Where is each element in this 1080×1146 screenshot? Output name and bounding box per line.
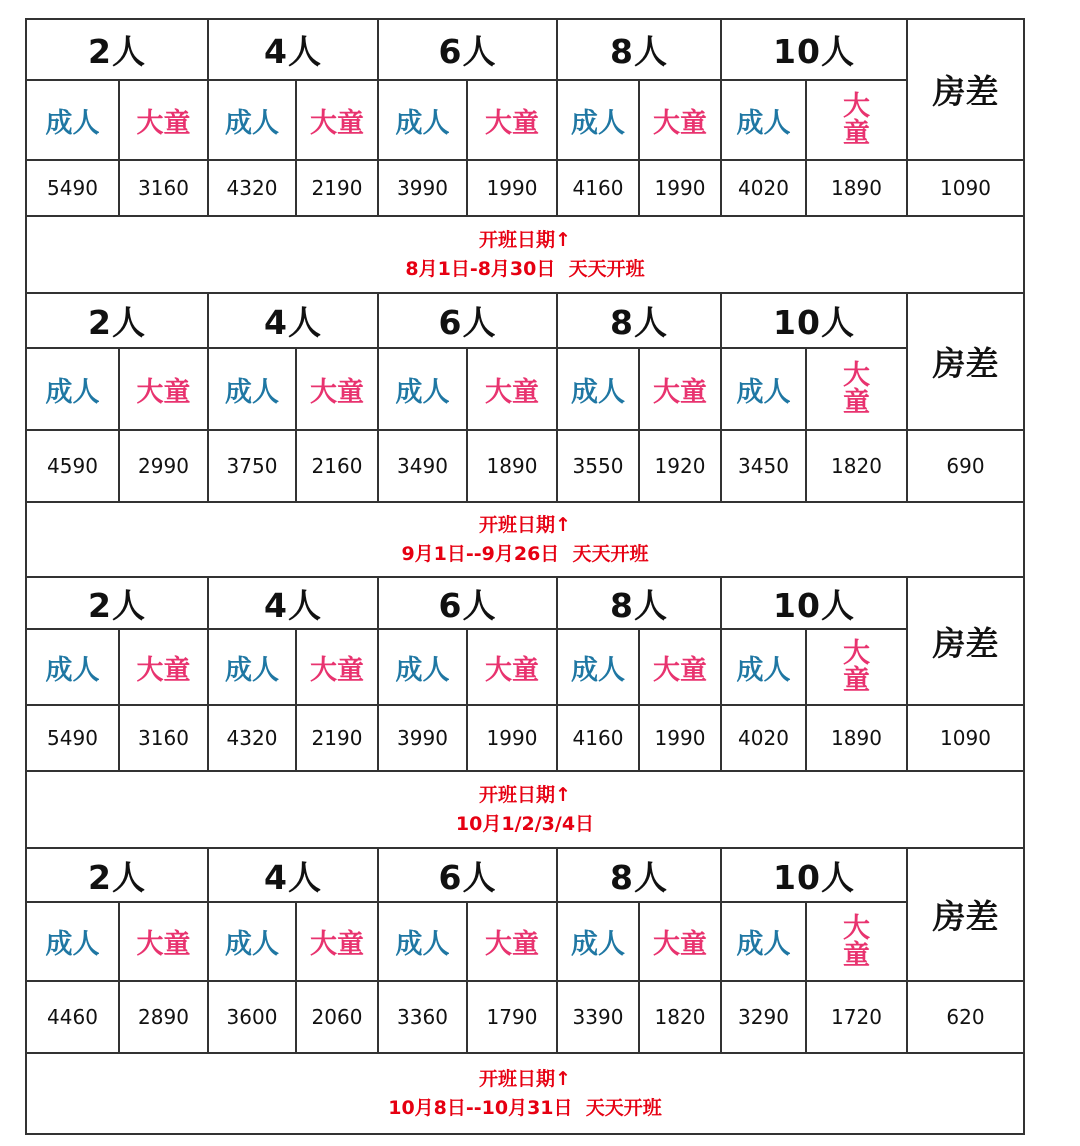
group-size-header: 6人 — [378, 293, 557, 348]
category-row — [26, 629, 1024, 705]
price-cell: 1990 — [467, 705, 557, 771]
price-cell: 4320 — [208, 160, 296, 216]
adult-label: 成人 — [378, 902, 467, 981]
schedule-row — [26, 216, 1024, 293]
group-size-header: 2人 — [26, 848, 208, 902]
price-cell: 4320 — [208, 705, 296, 771]
room-diff-header: 房差 — [907, 293, 1024, 430]
room-diff-header: 房差 — [907, 19, 1024, 160]
schedule-note — [26, 502, 1024, 577]
child-label: 大童 — [467, 629, 557, 705]
group-size-header: 6人 — [378, 19, 557, 80]
price-table — [25, 18, 1025, 294]
group-size-header: 2人 — [26, 19, 208, 80]
adult-label: 成人 — [378, 348, 467, 430]
price-cell: 1890 — [806, 160, 907, 216]
child-label: 大童 — [119, 348, 208, 430]
price-cell: 3390 — [557, 981, 639, 1053]
child-label-char: 大 — [843, 912, 870, 944]
schedule-row — [26, 771, 1024, 848]
group-size-header: 8人 — [557, 848, 721, 902]
schedule-dates: 8月1日-8月30日 天天开班 — [405, 257, 645, 280]
price-cell: 3550 — [557, 430, 639, 502]
price-cell: 2190 — [296, 160, 378, 216]
price-cell: 1720 — [806, 981, 907, 1053]
price-row — [26, 160, 1024, 216]
group-size-header: 4人 — [208, 19, 378, 80]
schedule-dates: 10月8日--10月31日 天天开班 — [388, 1096, 662, 1119]
price-cell: 1990 — [467, 160, 557, 216]
child-label: 大童 — [639, 902, 721, 981]
adult-label: 成人 — [557, 629, 639, 705]
price-row — [26, 705, 1024, 771]
schedule-dates: 9月1日--9月26日 天天开班 — [401, 542, 649, 565]
adult-label: 成人 — [208, 80, 296, 160]
child-label: 大童 — [467, 348, 557, 430]
room-diff-price: 620 — [907, 981, 1024, 1053]
price-cell: 2190 — [296, 705, 378, 771]
price-cell: 4020 — [721, 160, 806, 216]
adult-label: 成人 — [378, 629, 467, 705]
adult-label: 成人 — [26, 629, 119, 705]
child-label-char: 大 — [843, 360, 870, 391]
price-cell: 3600 — [208, 981, 296, 1053]
price-cell: 5490 — [26, 705, 119, 771]
price-table — [25, 576, 1025, 849]
group-size-header: 6人 — [378, 577, 557, 629]
group-size-header: 2人 — [26, 577, 208, 629]
schedule-note — [26, 1053, 1024, 1134]
adult-label: 成人 — [26, 902, 119, 981]
adult-label: 成人 — [26, 80, 119, 160]
price-cell: 4160 — [557, 705, 639, 771]
child-label — [806, 348, 907, 430]
price-cell: 4160 — [557, 160, 639, 216]
schedule-note — [26, 771, 1024, 848]
price-cell: 1790 — [467, 981, 557, 1053]
child-label-char: 童 — [843, 118, 870, 149]
price-cell: 2990 — [119, 430, 208, 502]
price-cell: 1820 — [639, 981, 721, 1053]
price-cell: 3360 — [378, 981, 467, 1053]
child-label: 大童 — [639, 629, 721, 705]
schedule-row — [26, 1053, 1024, 1134]
child-label-char: 童 — [843, 665, 870, 696]
price-table — [25, 292, 1025, 578]
group-size-header: 8人 — [557, 19, 721, 80]
child-label: 大童 — [119, 629, 208, 705]
price-row — [26, 430, 1024, 502]
category-row — [26, 902, 1024, 981]
group-size-header: 2人 — [26, 293, 208, 348]
price-cell: 3750 — [208, 430, 296, 502]
adult-label: 成人 — [557, 902, 639, 981]
child-label: 大童 — [119, 80, 208, 160]
child-label-char: 大 — [843, 91, 870, 122]
child-label: 大童 — [467, 80, 557, 160]
adult-label: 成人 — [208, 348, 296, 430]
group-size-header: 10人 — [721, 577, 907, 629]
group-size-header: 8人 — [557, 577, 721, 629]
schedule-title: 开班日期↑ — [479, 513, 571, 536]
schedule-title: 开班日期↑ — [479, 783, 571, 806]
group-size-header: 4人 — [208, 293, 378, 348]
room-diff-price: 690 — [907, 430, 1024, 502]
group-header-row — [26, 577, 1024, 629]
price-cell: 1990 — [639, 705, 721, 771]
group-size-header: 10人 — [721, 293, 907, 348]
adult-label: 成人 — [378, 80, 467, 160]
schedule-title: 开班日期↑ — [479, 228, 571, 251]
child-label-char: 童 — [843, 387, 870, 418]
price-sheet — [25, 18, 1017, 1135]
price-cell: 2890 — [119, 981, 208, 1053]
price-cell: 3290 — [721, 981, 806, 1053]
price-cell: 2060 — [296, 981, 378, 1053]
price-cell: 3490 — [378, 430, 467, 502]
room-diff-price: 1090 — [907, 160, 1024, 216]
room-diff-price: 1090 — [907, 705, 1024, 771]
category-row — [26, 348, 1024, 430]
adult-label: 成人 — [26, 348, 119, 430]
adult-label: 成人 — [557, 80, 639, 160]
schedule-dates: 10月1/2/3/4日 — [455, 812, 595, 835]
group-header-row — [26, 293, 1024, 348]
price-cell: 1890 — [467, 430, 557, 502]
group-size-header: 10人 — [721, 848, 907, 902]
price-table — [25, 847, 1025, 1135]
schedule-note — [26, 216, 1024, 293]
adult-label: 成人 — [721, 80, 806, 160]
child-label: 大童 — [296, 80, 378, 160]
room-diff-header: 房差 — [907, 577, 1024, 705]
adult-label: 成人 — [721, 629, 806, 705]
child-label: 大童 — [296, 629, 378, 705]
group-size-header: 6人 — [378, 848, 557, 902]
price-cell: 5490 — [26, 160, 119, 216]
child-label: 大童 — [639, 80, 721, 160]
price-cell: 1890 — [806, 705, 907, 771]
child-label: 大童 — [119, 902, 208, 981]
group-size-header: 8人 — [557, 293, 721, 348]
group-size-header: 4人 — [208, 577, 378, 629]
child-label: 大童 — [296, 902, 378, 981]
group-header-row — [26, 848, 1024, 902]
price-cell: 1820 — [806, 430, 907, 502]
adult-label: 成人 — [557, 348, 639, 430]
category-row — [26, 80, 1024, 160]
group-size-header: 4人 — [208, 848, 378, 902]
price-cell: 4460 — [26, 981, 119, 1053]
schedule-row — [26, 502, 1024, 577]
child-label — [806, 902, 907, 981]
group-size-header: 10人 — [721, 19, 907, 80]
price-row — [26, 981, 1024, 1053]
price-cell: 3990 — [378, 160, 467, 216]
price-cell: 1990 — [639, 160, 721, 216]
child-label — [806, 80, 907, 160]
price-cell: 3160 — [119, 160, 208, 216]
price-cell: 3990 — [378, 705, 467, 771]
group-header-row — [26, 19, 1024, 80]
adult-label: 成人 — [208, 902, 296, 981]
schedule-title: 开班日期↑ — [479, 1067, 571, 1090]
price-cell: 3450 — [721, 430, 806, 502]
child-label: 大童 — [639, 348, 721, 430]
price-cell: 2160 — [296, 430, 378, 502]
child-label-char: 大 — [843, 638, 870, 669]
price-cell: 4590 — [26, 430, 119, 502]
room-diff-header: 房差 — [907, 848, 1024, 981]
adult-label: 成人 — [208, 629, 296, 705]
price-cell: 1920 — [639, 430, 721, 502]
adult-label: 成人 — [721, 902, 806, 981]
price-cell: 4020 — [721, 705, 806, 771]
adult-label: 成人 — [721, 348, 806, 430]
child-label-char: 童 — [843, 939, 870, 971]
child-label: 大童 — [296, 348, 378, 430]
price-cell: 3160 — [119, 705, 208, 771]
child-label — [806, 629, 907, 705]
child-label: 大童 — [467, 902, 557, 981]
